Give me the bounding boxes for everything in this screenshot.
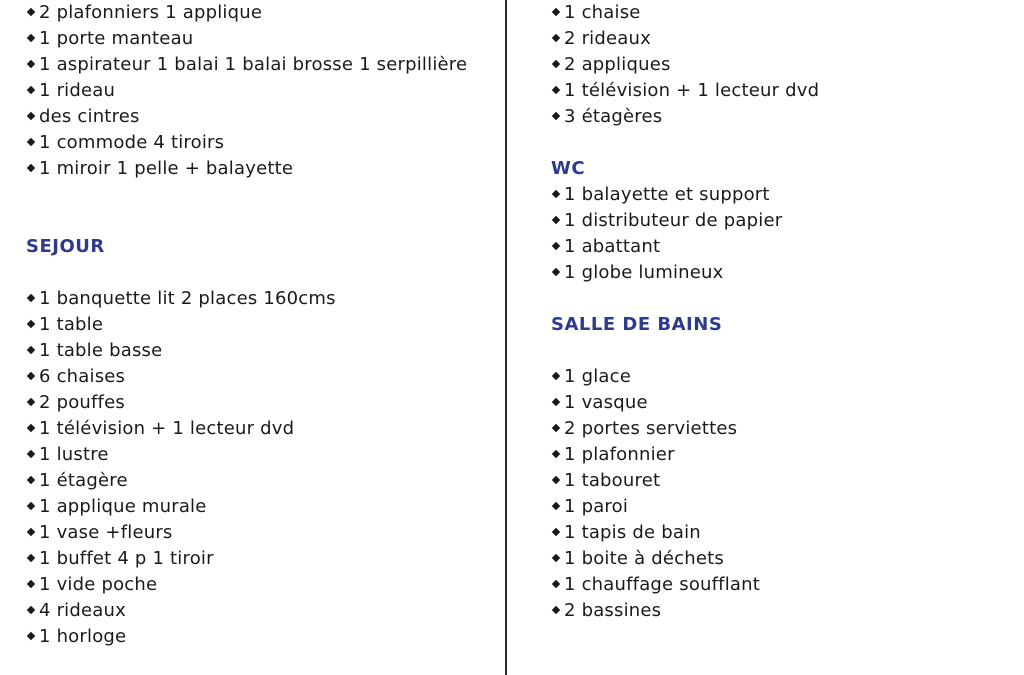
diamond-bullet-icon: [27, 475, 35, 483]
spacer: [551, 286, 819, 312]
right-column: [551, 0, 819, 624]
diamond-bullet-icon: [552, 189, 560, 197]
list-item: des cintres: [26, 104, 467, 130]
diamond-bullet-icon: [552, 33, 560, 41]
list-item: 1 miroir 1 pelle + balayette: [26, 156, 467, 182]
diamond-bullet-icon: [552, 449, 560, 457]
list-item: 1 commode 4 tiroirs: [26, 130, 467, 156]
list-item: 1 vasque: [551, 390, 819, 416]
diamond-bullet-icon: [27, 59, 35, 67]
diamond-bullet-icon: [552, 59, 560, 67]
list-item: 6 chaises: [26, 364, 467, 390]
list-item: 1 chaise: [551, 0, 819, 26]
diamond-bullet-icon: [552, 111, 560, 119]
diamond-bullet-icon: [27, 345, 35, 353]
diamond-bullet-icon: [27, 449, 35, 457]
diamond-bullet-icon: [27, 85, 35, 93]
list-item: 1 télévision + 1 lecteur dvd: [26, 416, 467, 442]
section-heading-wc: WC: [551, 158, 586, 179]
list-item: 1 télévision + 1 lecteur dvd: [551, 78, 819, 104]
diamond-bullet-icon: [27, 579, 35, 587]
spacer: [551, 130, 819, 156]
column-divider: [505, 0, 507, 675]
diamond-bullet-icon: [27, 397, 35, 405]
diamond-bullet-icon: [27, 163, 35, 171]
diamond-bullet-icon: [552, 527, 560, 535]
list-item: 1 table: [26, 312, 467, 338]
diamond-bullet-icon: [552, 85, 560, 93]
list-item: 1 lustre: [26, 442, 467, 468]
diamond-bullet-icon: [27, 527, 35, 535]
list-item: 1 porte manteau: [26, 26, 467, 52]
list-item: 1 plafonnier: [551, 442, 819, 468]
diamond-bullet-icon: [552, 475, 560, 483]
diamond-bullet-icon: [552, 215, 560, 223]
diamond-bullet-icon: [27, 605, 35, 613]
diamond-bullet-icon: [27, 293, 35, 301]
section-heading-salle-de-bains: SALLE DE BAINS: [551, 314, 723, 335]
diamond-bullet-icon: [27, 631, 35, 639]
diamond-bullet-icon: [27, 501, 35, 509]
list-item: 1 table basse: [26, 338, 467, 364]
diamond-bullet-icon: [552, 371, 560, 379]
diamond-bullet-icon: [552, 553, 560, 561]
diamond-bullet-icon: [552, 501, 560, 509]
diamond-bullet-icon: [552, 241, 560, 249]
list-item: 1 paroi: [551, 494, 819, 520]
list-item: 1 balayette et support: [551, 182, 819, 208]
diamond-bullet-icon: [27, 137, 35, 145]
list-item: 1 rideau: [26, 78, 467, 104]
list-item: 1 banquette lit 2 places 160cms: [26, 286, 467, 312]
diamond-bullet-icon: [552, 7, 560, 15]
list-item: 2 portes serviettes: [551, 416, 819, 442]
spacer: [26, 182, 467, 208]
diamond-bullet-icon: [27, 33, 35, 41]
diamond-bullet-icon: [27, 319, 35, 327]
left-column: [26, 0, 467, 650]
diamond-bullet-icon: [552, 605, 560, 613]
list-item: 1 chauffage soufflant: [551, 572, 819, 598]
list-item: 1 distributeur de papier: [551, 208, 819, 234]
diamond-bullet-icon: [552, 579, 560, 587]
diamond-bullet-icon: [27, 111, 35, 119]
section-heading-sejour: SEJOUR: [26, 236, 105, 257]
list-item: 2 rideaux: [551, 26, 819, 52]
diamond-bullet-icon: [552, 397, 560, 405]
diamond-bullet-icon: [27, 371, 35, 379]
diamond-bullet-icon: [27, 7, 35, 15]
list-item: 1 horloge: [26, 624, 467, 650]
list-item: 1 étagère: [26, 468, 467, 494]
spacer: [551, 338, 819, 364]
diamond-bullet-icon: [552, 423, 560, 431]
spacer: [26, 208, 467, 234]
list-item: 1 tapis de bain: [551, 520, 819, 546]
list-item: 2 pouffes: [26, 390, 467, 416]
list-item: 1 applique murale: [26, 494, 467, 520]
list-item: 4 rideaux: [26, 598, 467, 624]
diamond-bullet-icon: [27, 553, 35, 561]
list-item: 1 vase +fleurs: [26, 520, 467, 546]
list-item: 3 étagères: [551, 104, 819, 130]
list-item: 1 vide poche: [26, 572, 467, 598]
list-item: 1 boite à déchets: [551, 546, 819, 572]
list-item: 1 glace: [551, 364, 819, 390]
list-item: 1 buffet 4 p 1 tiroir: [26, 546, 467, 572]
diamond-bullet-icon: [27, 423, 35, 431]
list-item: 1 aspirateur 1 balai 1 balai brosse 1 serpillière: [26, 52, 467, 78]
spacer: [26, 260, 467, 286]
list-item: 1 globe lumineux: [551, 260, 819, 286]
list-item: 1 tabouret: [551, 468, 819, 494]
diamond-bullet-icon: [552, 267, 560, 275]
list-item: 2 plafonniers 1 applique: [26, 0, 467, 26]
list-item: 2 appliques: [551, 52, 819, 78]
list-item: 1 abattant: [551, 234, 819, 260]
list-item: 2 bassines: [551, 598, 819, 624]
